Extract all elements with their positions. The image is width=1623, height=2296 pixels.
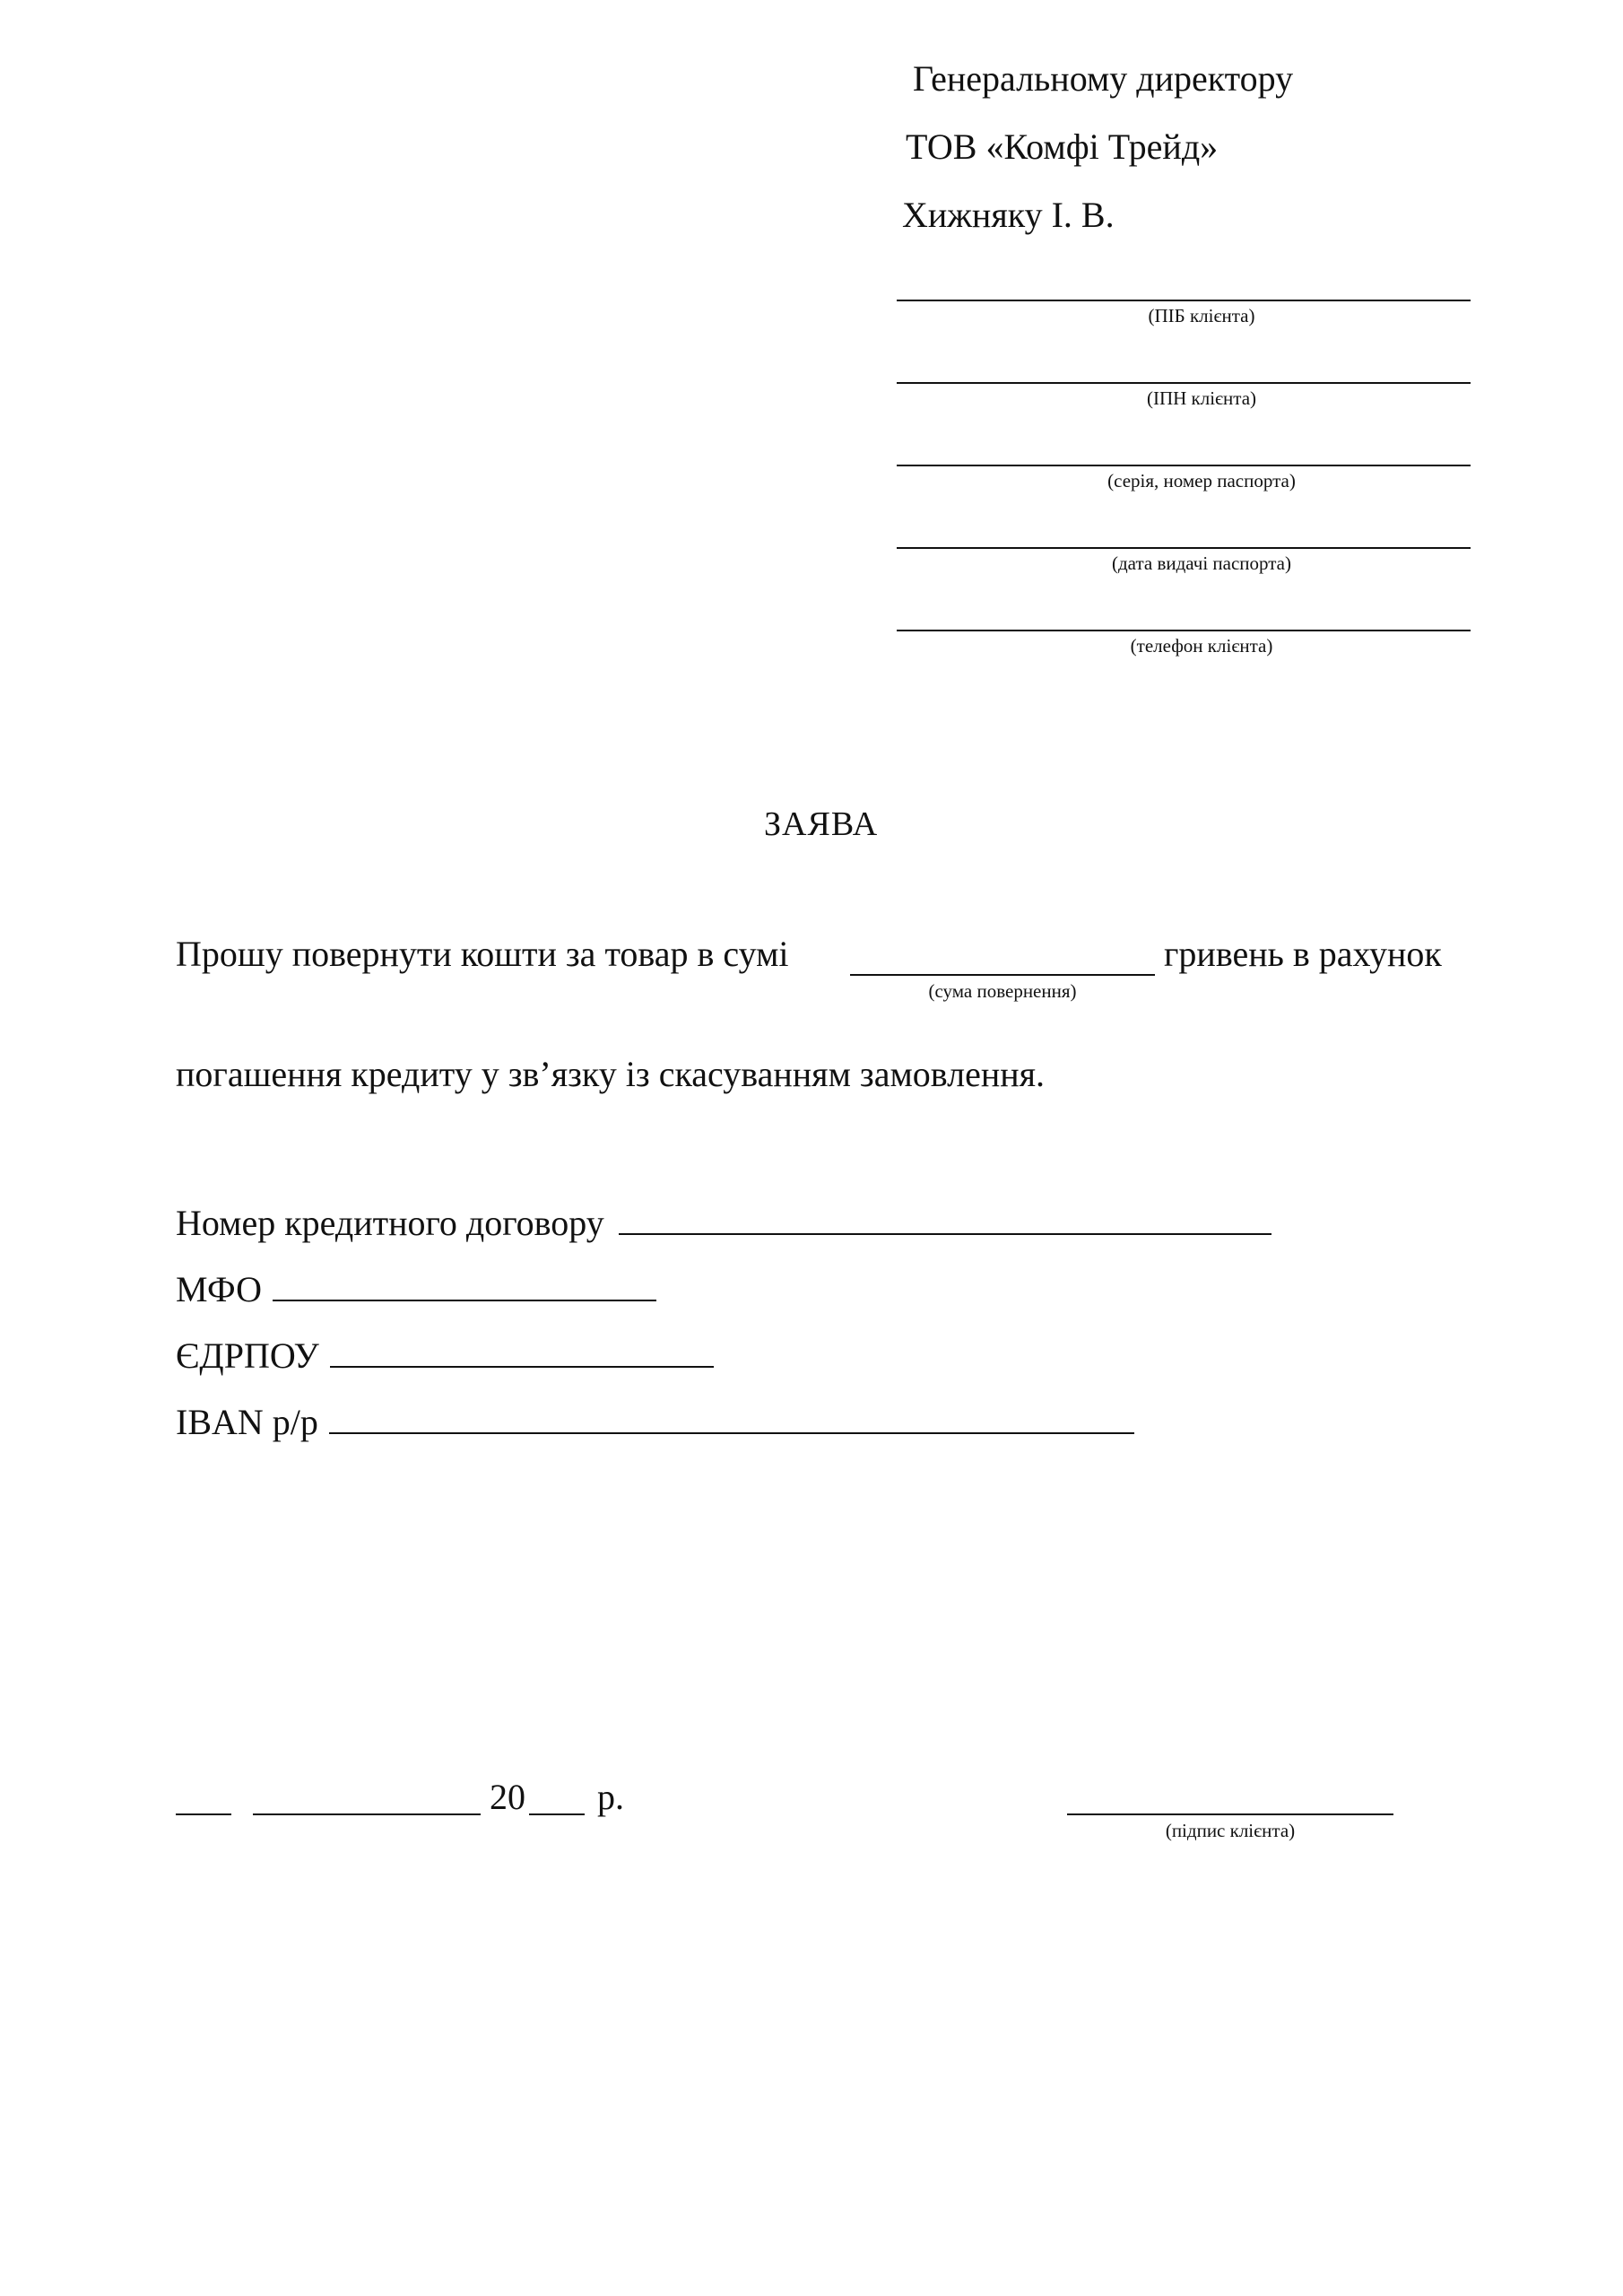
passport-date-caption: (дата видачі паспорта): [1111, 552, 1291, 574]
document-title: ЗАЯВА: [764, 805, 879, 843]
date-year-line[interactable]: [529, 1813, 585, 1815]
iban-row: [176, 1401, 1134, 1444]
iban-label: IBAN р/р: [176, 1402, 318, 1442]
iban-line[interactable]: [329, 1402, 1134, 1434]
passport-number-caption: (серія, номер паспорта): [1107, 470, 1296, 491]
signature-caption: (підпис клієнта): [1165, 1820, 1296, 1841]
client-phone-caption: (телефон клієнта): [1130, 635, 1273, 657]
passport-number-line[interactable]: [897, 465, 1471, 466]
contract-number-row: [176, 1202, 1271, 1245]
client-phone-line[interactable]: [897, 630, 1471, 631]
passport-date-line[interactable]: [897, 547, 1471, 549]
addressee-company: ТОВ «Комфі Трейд»: [906, 126, 1219, 167]
refund-amount-caption: (сума повернення): [928, 980, 1077, 1002]
client-name-line[interactable]: [897, 300, 1471, 301]
mfo-row: [176, 1268, 656, 1311]
date-month-line[interactable]: [253, 1813, 481, 1815]
date-day-line[interactable]: [176, 1813, 231, 1815]
edrpou-row: [176, 1335, 714, 1378]
mfo-line[interactable]: [273, 1269, 656, 1301]
year-prefix: 20: [490, 1777, 525, 1817]
addressee-position: Генеральному директору: [913, 58, 1294, 99]
client-tax-id-line[interactable]: [897, 382, 1471, 384]
signature-line[interactable]: [1067, 1813, 1393, 1815]
request-text-line2: погашення кредиту у зв’язку із скасуванням замовлення.: [176, 1054, 1046, 1094]
contract-number-line[interactable]: [619, 1203, 1271, 1235]
client-name-caption: (ПІБ клієнта): [1148, 305, 1255, 326]
client-tax-id-caption: (ІПН клієнта): [1146, 387, 1257, 409]
request-text-end: гривень в рахунок: [1164, 934, 1442, 974]
year-suffix: р.: [597, 1777, 624, 1817]
edrpou-label: ЄДРПОУ: [176, 1335, 319, 1376]
refund-amount-line[interactable]: [850, 974, 1155, 976]
edrpou-line[interactable]: [330, 1335, 714, 1368]
request-text-start: Прошу повернути кошти за товар в сумі: [176, 934, 789, 974]
mfo-label: МФО: [176, 1269, 263, 1309]
addressee-name: Хижняку І. В.: [902, 195, 1115, 235]
contract-number-label: Номер кредитного договору: [176, 1203, 604, 1243]
